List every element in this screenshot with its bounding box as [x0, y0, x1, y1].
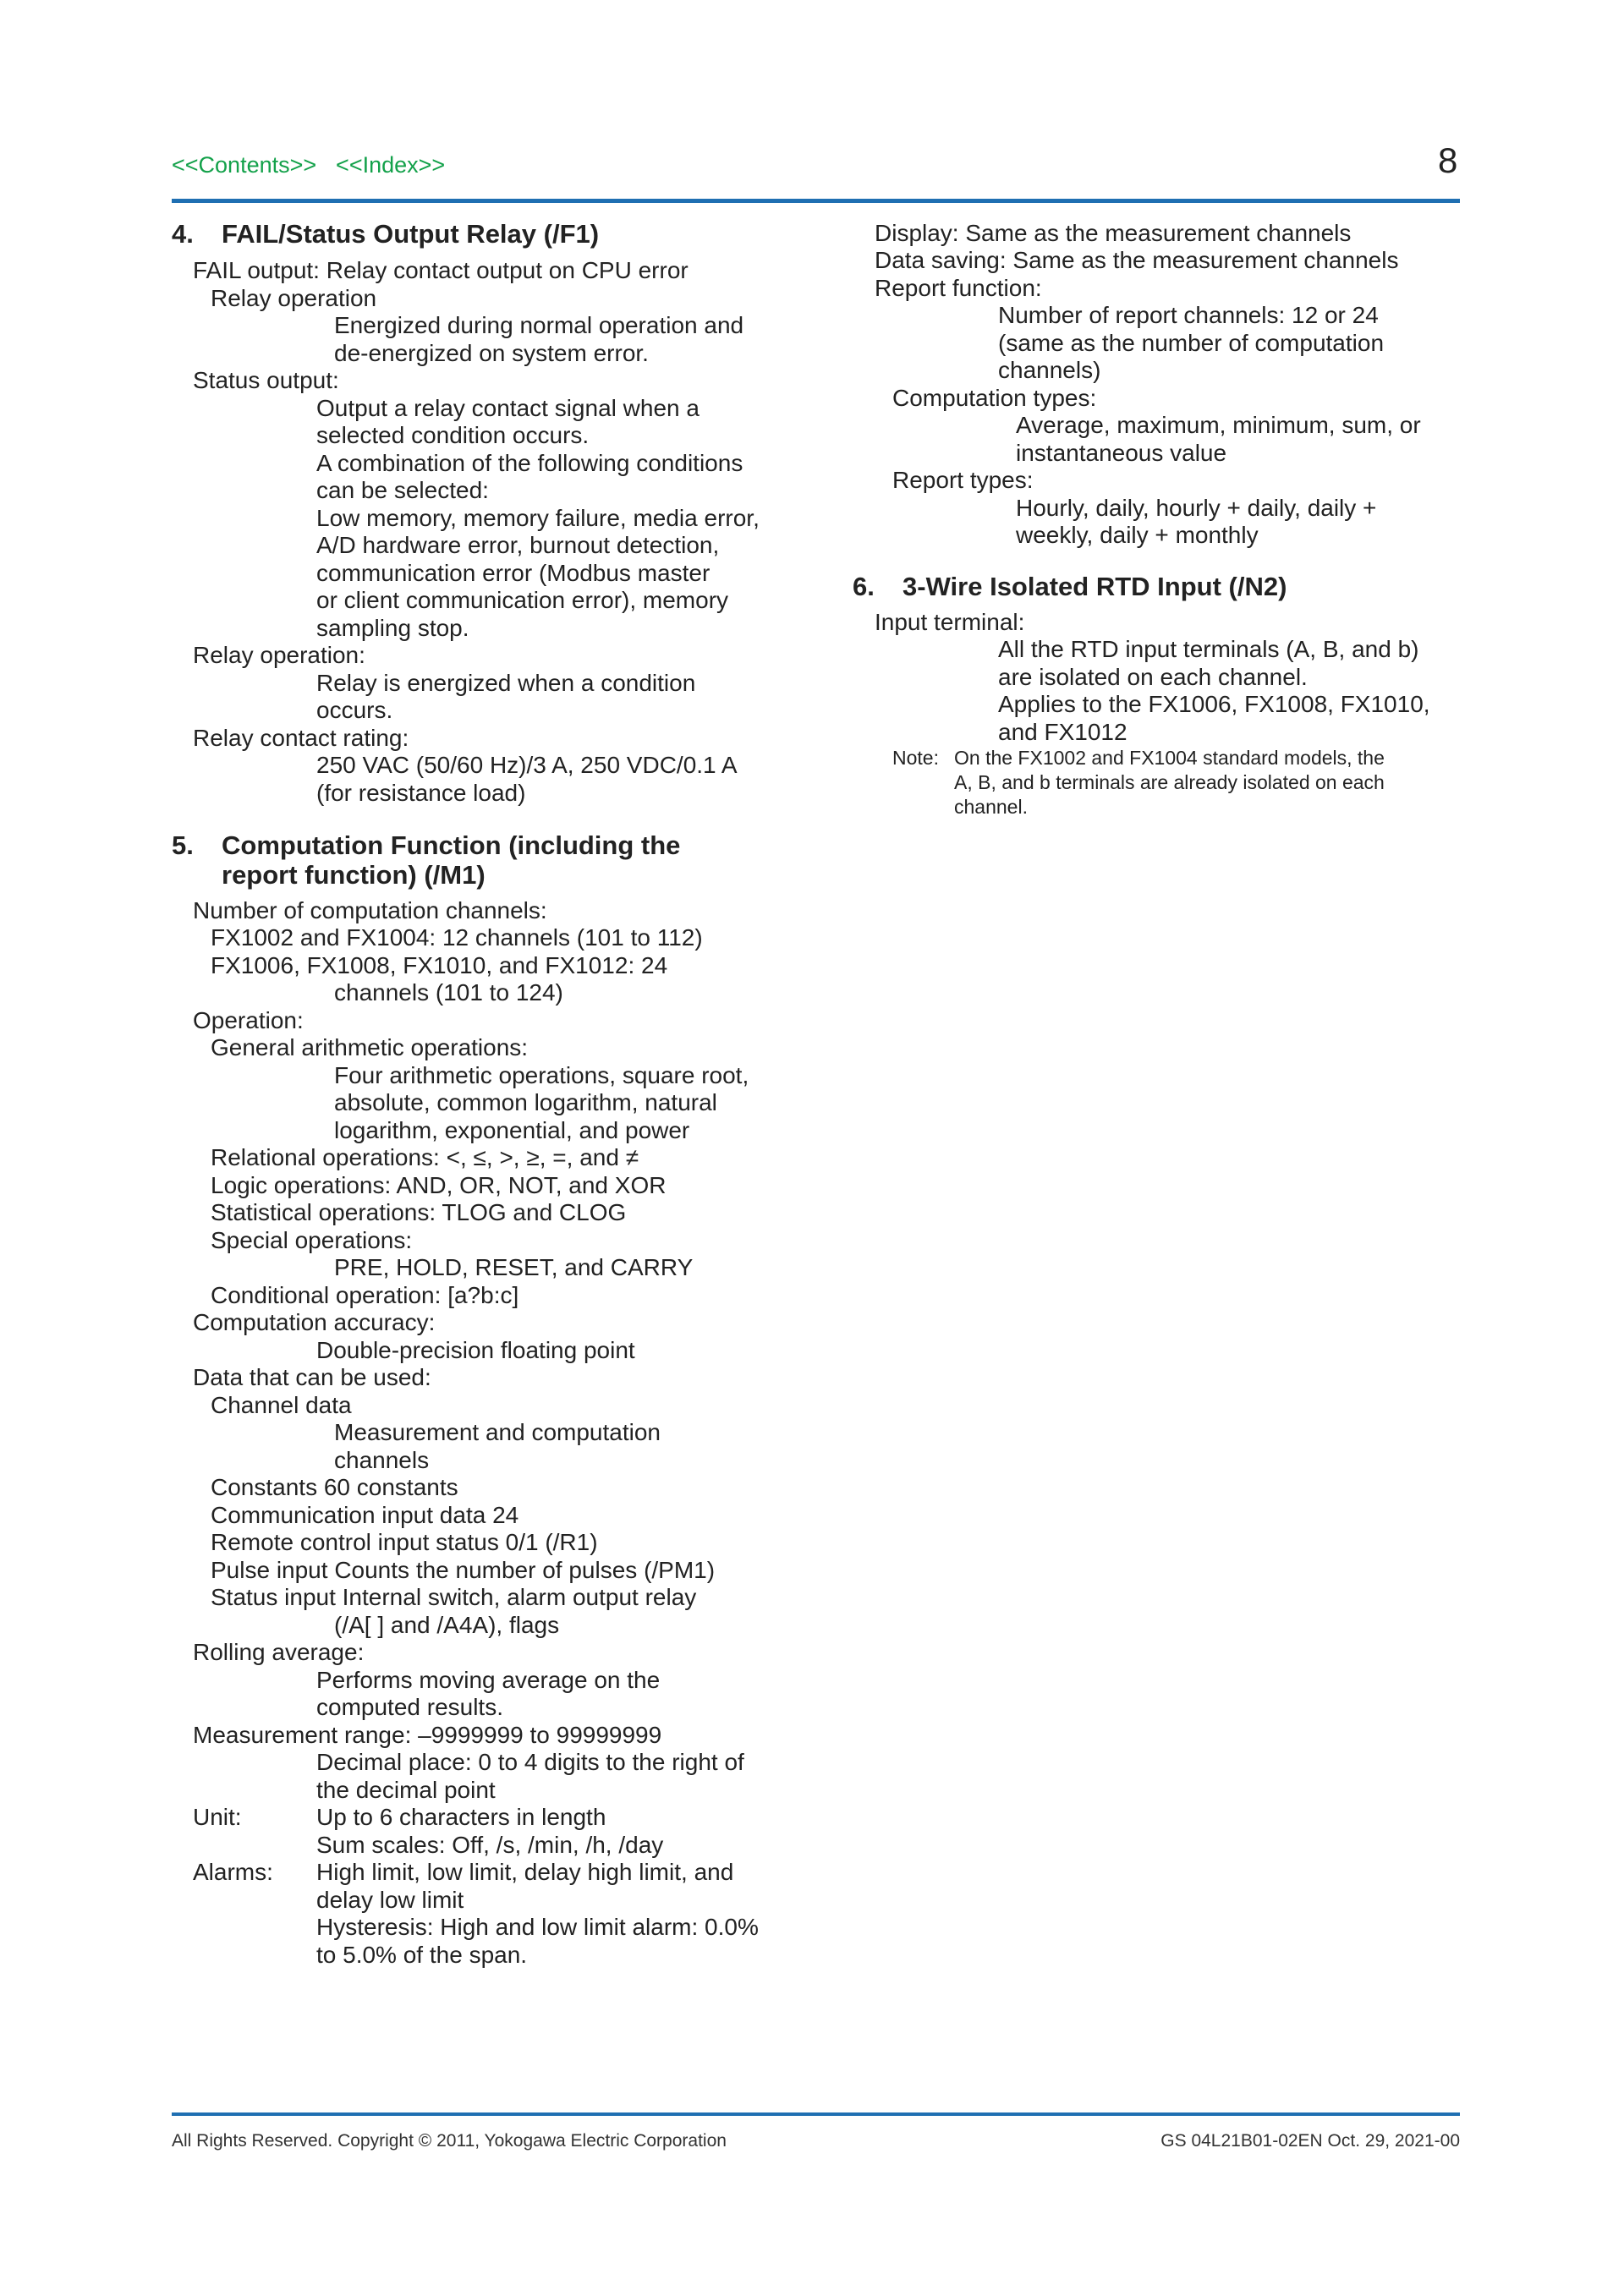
s5-line: Four arithmetic operations, square root, [334, 1062, 749, 1088]
s5-line: Pulse input Counts the number of pulses (/PM1) [211, 1557, 716, 1583]
index-link[interactable]: <<Index>> [336, 152, 446, 178]
section-4-title: FAIL/Status Output Relay (/F1) [222, 219, 600, 249]
s5-line: Relational operations: <, ≤, >, ≥, =, and ≠ [211, 1144, 639, 1170]
doc-id: GS 04L21B01-02EN Oct. 29, 2021-00 [1160, 2131, 1460, 2151]
r-line: Data saving: Same as the measurement channels [875, 247, 1399, 273]
r-line: Number of report channels: 12 or 24 [998, 302, 1379, 328]
r-line: Average, maximum, minimum, sum, or [1016, 412, 1421, 438]
s5-line: Conditional operation: [a?b:c] [211, 1282, 519, 1308]
s5-line: computed results. [316, 1694, 503, 1720]
r-line: Report types: [892, 467, 1034, 493]
s5-line: Status input Internal switch, alarm output relay [211, 1584, 697, 1610]
section-4-number: 4. [172, 219, 194, 249]
s5-line: Double-precision floating point [316, 1337, 635, 1363]
s5-line: Constants 60 constants [211, 1474, 458, 1500]
s4-line: (for resistance load) [316, 780, 526, 806]
note-line: On the FX1002 and FX1004 standard models, the [954, 747, 1385, 769]
s4-line: Low memory, memory failure, media error, [316, 505, 760, 531]
s5-line: Measurement and computation [334, 1419, 661, 1445]
s4-line: Relay contact rating: [193, 725, 409, 751]
s5-line: Measurement range: –9999999 to 99999999 [193, 1722, 662, 1748]
s5-line: High limit, low limit, delay high limit, and [316, 1859, 734, 1885]
footer-rule [172, 2112, 1460, 2116]
section-6-number: 6. [853, 572, 875, 601]
s5-line: Decimal place: 0 to 4 digits to the right of [316, 1749, 744, 1775]
section-5-title: Computation Function (including the [222, 830, 681, 860]
s5-line: Alarms: [193, 1859, 273, 1885]
s5-line: logarithm, exponential, and power [334, 1117, 690, 1143]
s4-line: A/D hardware error, burnout detection, [316, 532, 720, 558]
s5-line: Number of computation channels: [193, 897, 547, 923]
note-line: channel. [954, 796, 1028, 818]
s4-line: Relay operation [211, 285, 377, 311]
s6-line: are isolated on each channel. [998, 664, 1308, 690]
header-nav [172, 152, 445, 178]
s5-line: Up to 6 characters in length [316, 1804, 606, 1830]
s5-line: Sum scales: Off, /s, /min, /h, /day [316, 1832, 664, 1858]
s4-line: occurs. [316, 697, 393, 723]
s5-line: the decimal point [316, 1777, 496, 1803]
r-line: Display: Same as the measurement channels [875, 220, 1352, 246]
s5-line: Channel data [211, 1392, 352, 1418]
page-number: 8 [1438, 140, 1458, 180]
copyright: All Rights Reserved. Copyright © 2011, Yokogawa Electric Corporation [172, 2131, 727, 2151]
s5-line: Unit: [193, 1804, 242, 1830]
s4-line: A combination of the following conditions [316, 450, 743, 476]
s4-line: Energized during normal operation and [334, 312, 744, 338]
s5-line: Statistical operations: TLOG and CLOG [211, 1199, 627, 1225]
s4-line: selected condition occurs. [316, 422, 590, 448]
s5-line: Performs moving average on the [316, 1667, 661, 1693]
s4-line: can be selected: [316, 477, 489, 503]
s4-line: FAIL output: Relay contact output on CPU error [193, 257, 689, 283]
s5-line: Operation: [193, 1007, 304, 1033]
s5-line: Logic operations: AND, OR, NOT, and XOR [211, 1172, 667, 1198]
s6-line: All the RTD input terminals (A, B, and b) [998, 636, 1419, 662]
s4-line: 250 VAC (50/60 Hz)/3 A, 250 VDC/0.1 A [316, 752, 738, 778]
contents-link[interactable]: <<Contents>> [172, 152, 317, 178]
section-5-number: 5. [172, 830, 194, 860]
section-6-title: 3-Wire Isolated RTD Input (/N2) [903, 572, 1287, 601]
r-line: weekly, daily + monthly [1016, 522, 1259, 548]
s5-line: PRE, HOLD, RESET, and CARRY [334, 1254, 694, 1280]
r-line: Hourly, daily, hourly + daily, daily + [1016, 495, 1377, 521]
s4-line: Relay operation: [193, 642, 365, 668]
s4-line: de-energized on system error. [334, 340, 649, 366]
s5-line: Communication input data 24 [211, 1502, 519, 1528]
s4-line: or client communication error), memory [316, 587, 729, 613]
s5-line: FX1006, FX1008, FX1010, and FX1012: 24 [211, 952, 668, 978]
s6-line: Input terminal: [875, 609, 1025, 635]
s5-line: Special operations: [211, 1227, 413, 1253]
s5-line: Remote control input status 0/1 (/R1) [211, 1529, 598, 1555]
s6-line: and FX1012 [998, 719, 1127, 745]
s5-line: Data that can be used: [193, 1364, 431, 1390]
s4-line: sampling stop. [316, 615, 469, 641]
s4-line: Output a relay contact signal when a [316, 395, 700, 421]
s5-line: Rolling average: [193, 1639, 365, 1665]
s4-line: Status output: [193, 367, 339, 393]
s5-line: General arithmetic operations: [211, 1034, 529, 1060]
s5-line: FX1002 and FX1004: 12 channels (101 to 112) [211, 924, 703, 951]
r-line: channels) [998, 357, 1101, 383]
s5-line: Computation accuracy: [193, 1309, 436, 1335]
section-5-title-cont: report function) (/M1) [222, 860, 486, 890]
s5-line: channels [334, 1447, 430, 1473]
note-line: A, B, and b terminals are already isolated on each [954, 771, 1385, 793]
s5-line: absolute, common logarithm, natural [334, 1089, 717, 1115]
s5-line: to 5.0% of the span. [316, 1942, 528, 1968]
r-line: Computation types: [892, 385, 1097, 411]
s5-line: channels (101 to 124) [334, 979, 563, 1006]
s6-line: Applies to the FX1006, FX1008, FX1010, [998, 691, 1430, 717]
r-line: (same as the number of computation [998, 330, 1385, 356]
s5-line: delay low limit [316, 1887, 464, 1913]
r-line: instantaneous value [1016, 440, 1227, 466]
s4-line: Relay is energized when a condition [316, 670, 696, 696]
s4-line: communication error (Modbus master [316, 560, 710, 586]
r-line: Report function: [875, 275, 1042, 301]
note-label: Note: [892, 747, 939, 769]
s5-line: Hysteresis: High and low limit alarm: 0.0% [316, 1914, 759, 1940]
header-rule [172, 199, 1460, 203]
s5-line: (/A[ ] and /A4A), flags [334, 1612, 560, 1638]
